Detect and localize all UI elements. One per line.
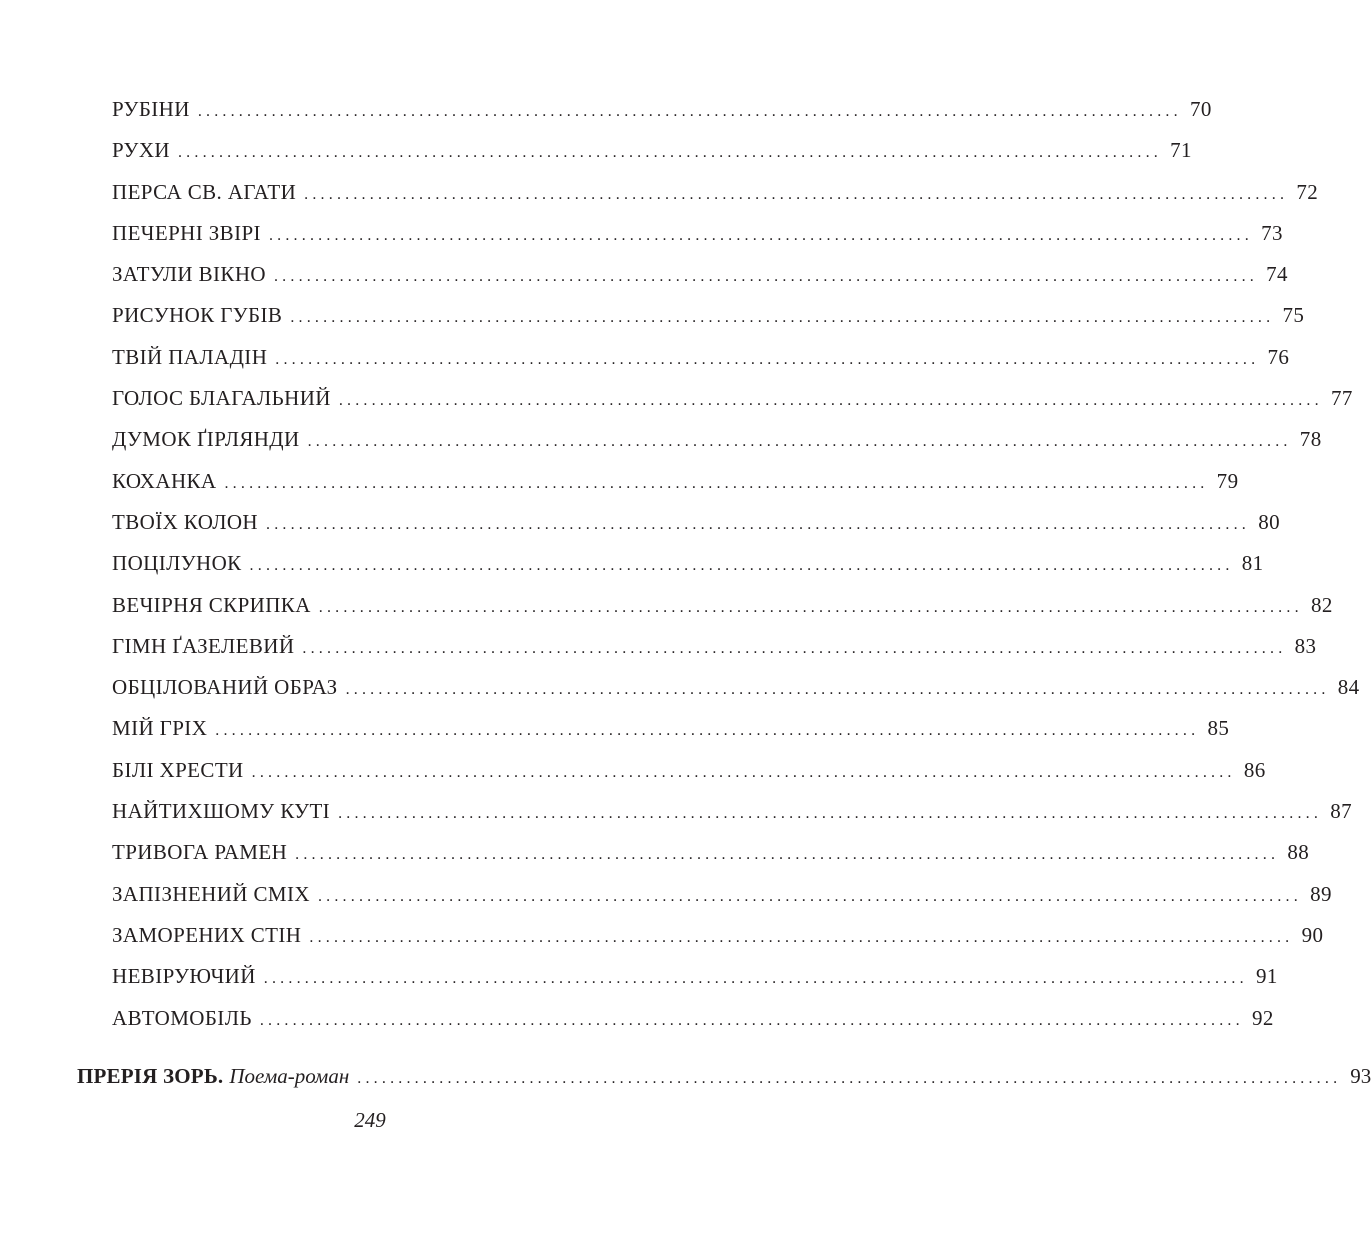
dot-leader: ........................................................................................................................ [263,970,1248,988]
dot-leader: ........................................................................................................................ [290,309,1275,327]
toc-entry-title: ЗАПІЗНЕНИЙ СМІХ [112,881,310,906]
table-of-contents [112,97,1360,1047]
toc-entry-page: 80 [1258,509,1280,534]
dot-leader: ........................................................................................................................ [259,1011,1244,1029]
toc-entry-page: 87 [1330,799,1353,824]
toc-entry-title: РИСУНОК ГУБІВ [112,303,283,328]
page-folio: 249 [354,1108,386,1132]
dot-leader: ........................................................................................................................ [345,681,1330,699]
toc-entry-page: 92 [1252,1005,1274,1030]
dot-leader: ........................................................................................................................ [266,515,1250,533]
toc-entry-title: ТВОЇХ КОЛОН [112,509,258,534]
toc-entry-title: КОХАНКА [112,468,217,493]
toc-entry [112,551,1264,592]
toc-entry-page: 83 [1294,633,1317,658]
toc-entry-page: 73 [1261,220,1283,245]
toc-entry [112,262,1288,303]
toc-entry-page: 91 [1255,964,1278,989]
dot-leader: ........................................................................................................................ [318,598,1303,616]
toc-entry [112,592,1333,634]
toc-entry-title: ЗАТУЛИ ВІКНО [112,262,266,287]
toc-entry-page: 85 [1207,716,1230,741]
toc-entry [112,716,1230,757]
toc-entry-page: 82 [1310,592,1333,617]
toc-entry-page: 77 [1331,386,1353,411]
dot-leader: ........................................................................................................................ [338,392,1323,410]
toc-entry [112,427,1322,468]
toc-entry-page: 78 [1299,427,1322,452]
toc-entry-title: ДУМОК ҐІРЛЯНДИ [112,427,300,452]
toc-entry [112,1005,1274,1047]
toc-entry [112,468,1239,510]
toc-entry [112,138,1192,179]
toc-entry-page: 88 [1287,840,1310,865]
toc-entry-page: 86 [1243,757,1266,782]
toc-entry [112,964,1278,1005]
toc-entry-title: ПЕЧЕРНІ ЗВІРІ [112,220,261,245]
dot-leader: ........................................................................................................................ [197,103,1182,120]
dot-leader: ........................................................................................................................ [249,557,1234,575]
toc-entry [112,799,1353,840]
toc-entry-title: ГОЛОС БЛАГАЛЬНИЙ [112,386,331,411]
toc-entry-title: ТВІЙ ПАЛАДІН [112,344,268,369]
toc-entry [112,509,1280,551]
toc-entry-page: 70 [1190,97,1212,121]
section-title: ПРЕРІЯ ЗОРЬ. [77,1064,224,1088]
toc-entry-page: 71 [1170,138,1192,163]
toc-entry-page: 89 [1310,881,1332,906]
dot-leader: ........................................................................................................................ [268,226,1253,244]
toc-entry [112,97,1212,138]
section-entry [77,1064,1371,1089]
toc-entry-title: ОБЦІЛОВАНИЙ ОБРАЗ [112,675,338,700]
dot-leader: ........................................................................................................................ [295,846,1280,864]
toc-entry [112,840,1310,881]
toc-entry-title: БІЛІ ХРЕСТИ [112,757,244,782]
toc-entry-page: 84 [1337,675,1360,700]
toc-entry-page: 74 [1266,262,1288,287]
toc-entry-title: РУБІНИ [112,97,190,121]
toc-entry [112,344,1290,386]
dot-leader: ........................................................................................................................ [338,805,1323,823]
toc-entry [112,386,1353,427]
section-page-number: 93 [1350,1064,1371,1088]
toc-entry-title: ТРИВОГА РАМЕН [112,840,288,865]
section-subtitle: Поема-роман [229,1064,350,1088]
toc-entry-page: 72 [1296,179,1319,204]
dot-leader: ........................................................................................................................ [357,1070,1342,1087]
toc-entry-title: ЗАМОРЕНИХ СТІН [112,922,302,947]
toc-entry-page: 81 [1241,551,1264,576]
toc-entry-title: ГІМН ҐАЗЕЛЕВИЙ [112,633,295,658]
toc-entry [112,303,1305,344]
dot-leader: ........................................................................................................................ [215,722,1200,740]
toc-entry [112,881,1332,923]
toc-entry-title: ПОЦІЛУНОК [112,551,242,576]
dot-leader: ........................................................................................................................ [224,474,1209,492]
toc-entry-title: НЕВІРУЮЧИЙ [112,964,256,989]
toc-entry-page: 75 [1282,303,1305,328]
toc-entry-title: РУХИ [112,138,170,163]
toc-entry-title: НАЙТИХШОМУ КУТІ [112,799,331,824]
toc-entry-page: 79 [1216,468,1239,493]
toc-entry-title: МІЙ ГРІХ [112,716,208,741]
toc-entry [112,922,1324,964]
dot-leader: ........................................................................................................................ [317,887,1302,905]
toc-entry-title: АВТОМОБІЛЬ [112,1005,252,1030]
toc-entry-title: ВЕЧІРНЯ СКРИПКА [112,592,311,617]
toc-entry-page: 76 [1267,344,1290,369]
dot-leader: ........................................................................................................................ [275,350,1260,368]
toc-entry [112,179,1319,221]
dot-leader: ........................................................................................................................ [302,639,1287,657]
toc-entry [112,675,1360,716]
dot-leader: ........................................................................................................................ [177,144,1162,162]
dot-leader: ........................................................................................................................ [273,268,1258,286]
dot-leader: ........................................................................................................................ [251,763,1236,781]
toc-entry [112,220,1283,262]
dot-leader: ........................................................................................................................ [307,433,1292,451]
dot-leader: ........................................................................................................................ [309,928,1294,946]
toc-entry [112,757,1266,799]
toc-entry-title: ПЕРСА СВ. АГАТИ [112,179,297,204]
dot-leader: ........................................................................................................................ [304,185,1289,203]
toc-entry [112,633,1317,675]
toc-entry-page: 90 [1301,922,1324,947]
